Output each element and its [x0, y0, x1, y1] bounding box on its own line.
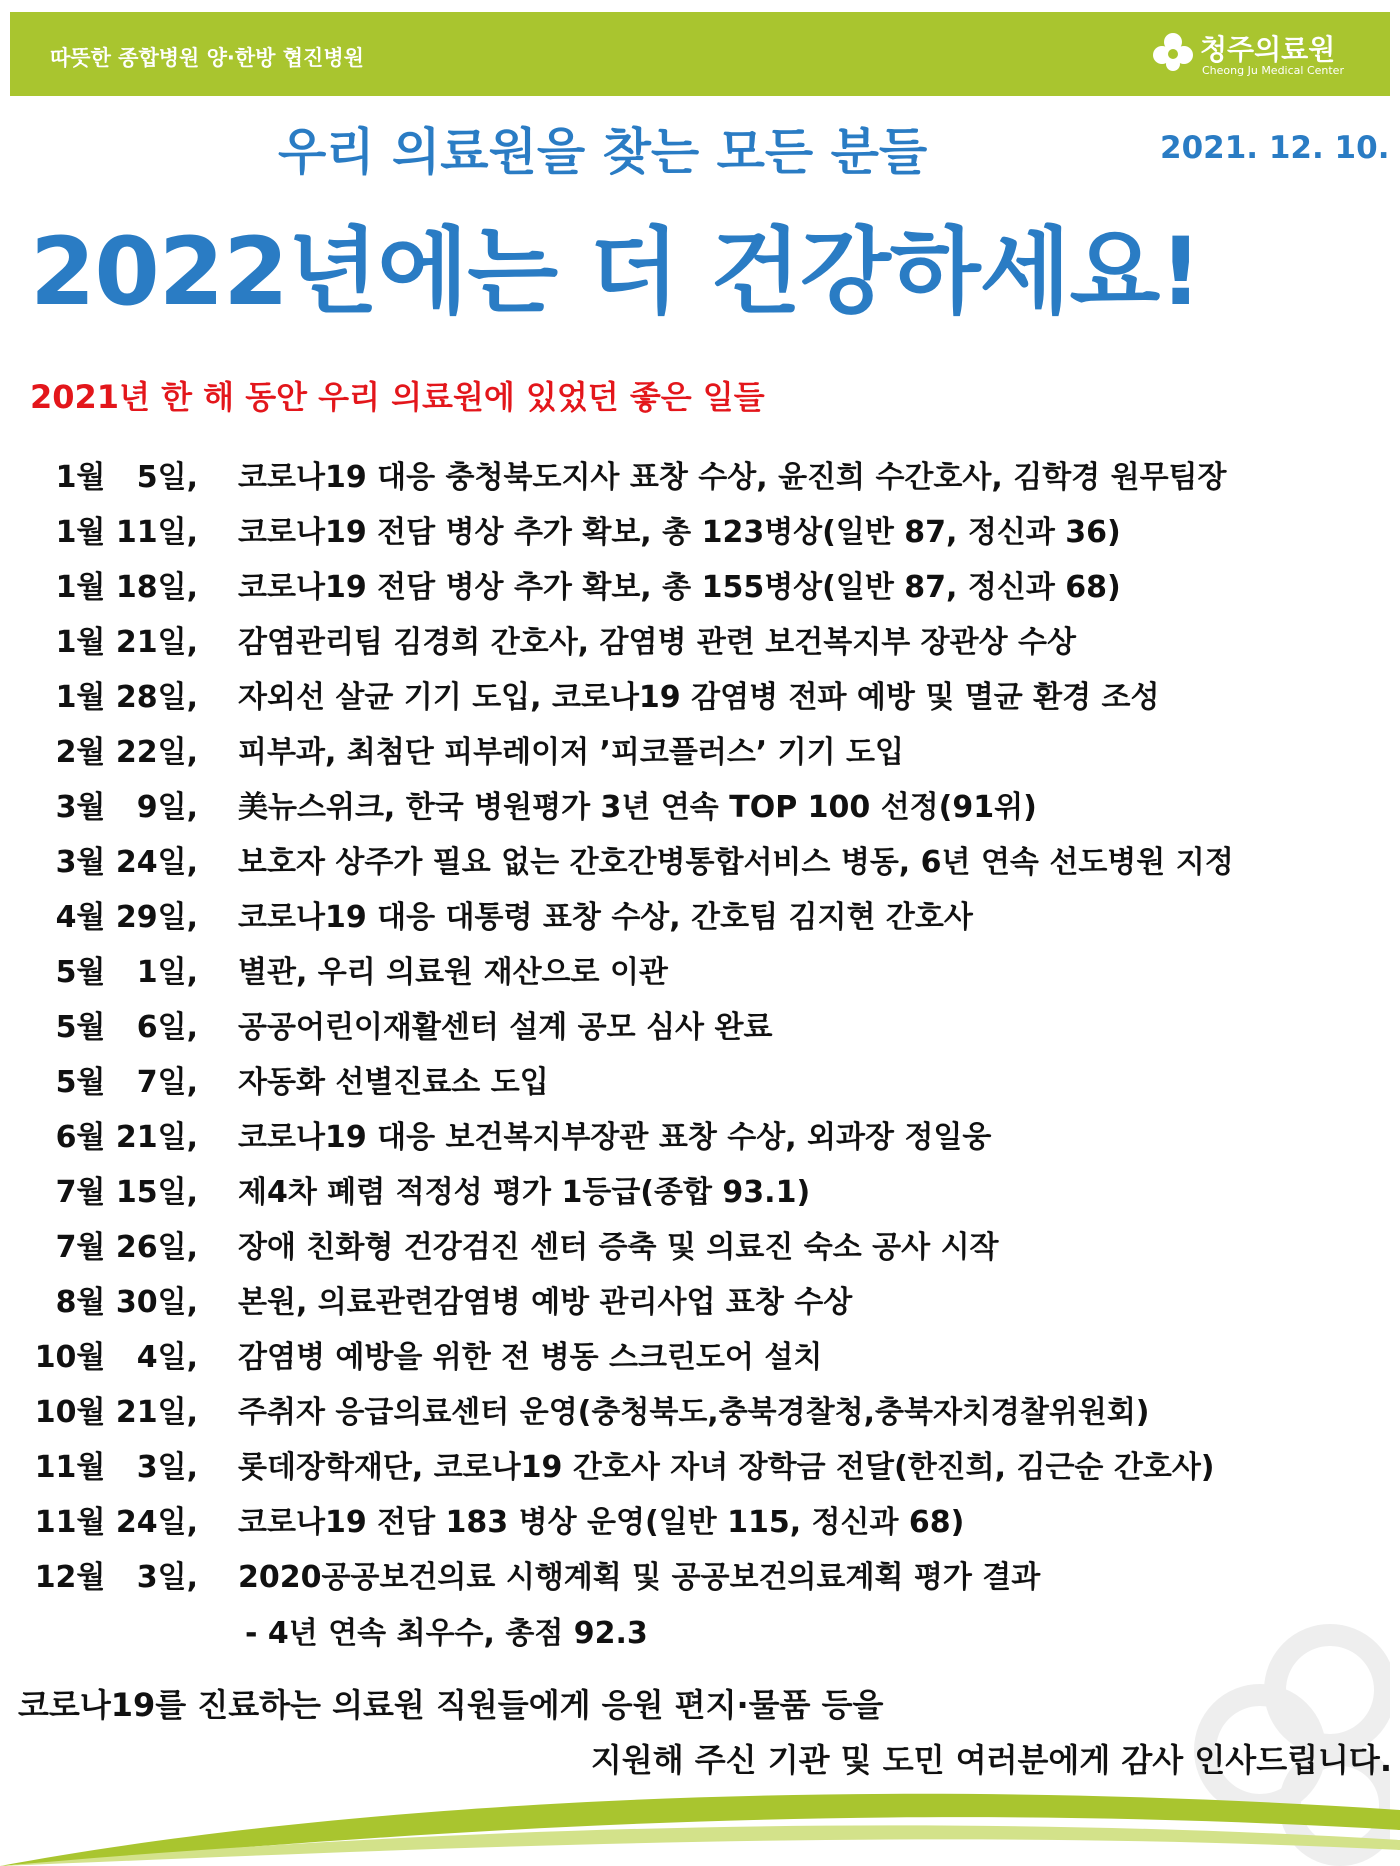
- event-description: 자동화 선별진료소 도입: [238, 1065, 549, 1100]
- event-date: 1월 21일,: [55, 625, 198, 660]
- event-description: 보호자 상주가 필요 없는 간호간병통합서비스 병동, 6년 연속 선도병원 지정: [238, 845, 1234, 880]
- event-description: 주취자 응급의료센터 운영(충청북도,충북경찰청,충북자치경찰위원회): [238, 1395, 1150, 1430]
- header-tagline: 따뜻한 종합병원 양·한방 협진병원: [50, 46, 364, 70]
- event-row: [0, 560, 1400, 615]
- event-description: 제4차 폐렴 적정성 평가 1등급(종합 93.1): [238, 1175, 811, 1210]
- event-description: 美뉴스위크, 한국 병원평가 3년 연속 TOP 100 선정(91위): [238, 790, 1037, 825]
- logo-subtitle: Cheong Ju Medical Center: [1202, 64, 1344, 77]
- event-row: [0, 945, 1400, 1000]
- event-date: 11월 24일,: [34, 1505, 198, 1540]
- headline: 2022년에는 더 건강하세요!: [30, 218, 1202, 327]
- event-date: 11월 3일,: [34, 1450, 198, 1485]
- event-date: 2월 22일,: [55, 735, 198, 770]
- event-date: 6월 21일,: [55, 1120, 198, 1155]
- event-description: 롯데장학재단, 코로나19 간호사 자녀 장학금 전달(한진희, 김근순 간호사): [238, 1450, 1215, 1485]
- event-description: 코로나19 대응 충청북도지사 표창 수상, 윤진희 수간호사, 김학경 원무팀장: [238, 460, 1227, 495]
- event-row: [0, 725, 1400, 780]
- event-row: [0, 1330, 1400, 1385]
- event-date: 1월 5일,: [55, 460, 198, 495]
- event-description: 공공어린이재활센터 설계 공모 심사 완료: [238, 1010, 773, 1045]
- notice-date: 2021. 12. 10.: [1160, 130, 1390, 166]
- event-row: [0, 450, 1400, 505]
- event-description: 별관, 우리 의료원 재산으로 이관: [238, 955, 668, 990]
- event-date: 3월 9일,: [55, 790, 198, 825]
- event-row: [0, 1165, 1400, 1220]
- event-description: 코로나19 대응 보건복지부장관 표창 수상, 외과장 정일웅: [238, 1120, 992, 1155]
- clover-icon: [1150, 30, 1196, 76]
- event-date: 4월 29일,: [55, 900, 198, 935]
- event-date: 7월 15일,: [55, 1175, 198, 1210]
- event-row: [0, 1055, 1400, 1110]
- event-description: 코로나19 전담 병상 추가 확보, 총 155병상(일반 87, 정신과 68): [238, 570, 1121, 605]
- event-date: 5월 6일,: [55, 1010, 198, 1045]
- section-title: 2021년 한 해 동안 우리 의료원에 있었던 좋은 일들: [30, 378, 765, 416]
- event-date: 12월 3일,: [34, 1560, 198, 1595]
- event-row: [0, 1385, 1400, 1440]
- thanks-line-1: 코로나19를 진료하는 의료원 직원들에게 응원 편지·물품 등을: [18, 1686, 884, 1724]
- event-note: - 4년 연속 최우수, 총점 92.3: [245, 1616, 648, 1651]
- event-description: 코로나19 전담 183 병상 운영(일반 115, 정신과 68): [238, 1505, 965, 1540]
- event-date: 5월 7일,: [55, 1065, 198, 1100]
- event-date: 1월 11일,: [55, 515, 198, 550]
- logo-name: 청주의료원: [1200, 33, 1336, 66]
- event-date: 1월 18일,: [55, 570, 198, 605]
- event-description: 코로나19 대응 대통령 표창 수상, 간호팀 김지현 간호사: [238, 900, 973, 935]
- event-row: [0, 835, 1400, 890]
- event-date: 10월 21일,: [34, 1395, 198, 1430]
- event-description: 장애 친화형 건강검진 센터 증축 및 의료진 숙소 공사 시작: [238, 1230, 999, 1265]
- event-row: [0, 1495, 1400, 1550]
- hospital-logo: [1150, 26, 1370, 84]
- event-row: [0, 1000, 1400, 1055]
- header-bar: [10, 12, 1390, 96]
- event-date: 8월 30일,: [55, 1285, 198, 1320]
- events-list: [0, 450, 1400, 1605]
- event-description: 감염병 예방을 위한 전 병동 스크린도어 설치: [238, 1340, 823, 1375]
- event-row: [0, 615, 1400, 670]
- event-description: 2020공공보건의료 시행계획 및 공공보건의료계획 평가 결과: [238, 1560, 1041, 1595]
- event-description: 피부과, 최첨단 피부레이저 ’피코플러스’ 기기 도입: [238, 735, 905, 770]
- event-date: 10월 4일,: [34, 1340, 198, 1375]
- event-row: [0, 780, 1400, 835]
- event-date: 7월 26일,: [55, 1230, 198, 1265]
- greeting-subtitle: 우리 의료원을 찾는 모든 분들: [278, 123, 928, 181]
- event-date: 3월 24일,: [55, 845, 198, 880]
- event-row: [0, 1550, 1400, 1605]
- event-description: 자외선 살균 기기 도입, 코로나19 감염병 전파 예방 및 멸균 환경 조성: [238, 680, 1160, 715]
- event-row: [0, 1110, 1400, 1165]
- event-row: [0, 670, 1400, 725]
- event-row: [0, 1440, 1400, 1495]
- event-row: [0, 890, 1400, 945]
- event-row: [0, 1220, 1400, 1275]
- event-date: 1월 28일,: [55, 680, 198, 715]
- event-date: 5월 1일,: [55, 955, 198, 990]
- event-description: 본원, 의료관련감염병 예방 관리사업 표창 수상: [238, 1285, 853, 1320]
- bottom-swoosh-decoration: [0, 1770, 1400, 1866]
- event-description: 감염관리팀 김경희 간호사, 감염병 관련 보건복지부 장관상 수상: [238, 625, 1076, 660]
- event-row: [0, 1275, 1400, 1330]
- event-description: 코로나19 전담 병상 추가 확보, 총 123병상(일반 87, 정신과 36): [238, 515, 1121, 550]
- event-row: [0, 505, 1400, 560]
- thanks-line-2: 지원해 주신 기관 및 도민 여러분에게 감사 인사드립니다.: [590, 1741, 1392, 1779]
